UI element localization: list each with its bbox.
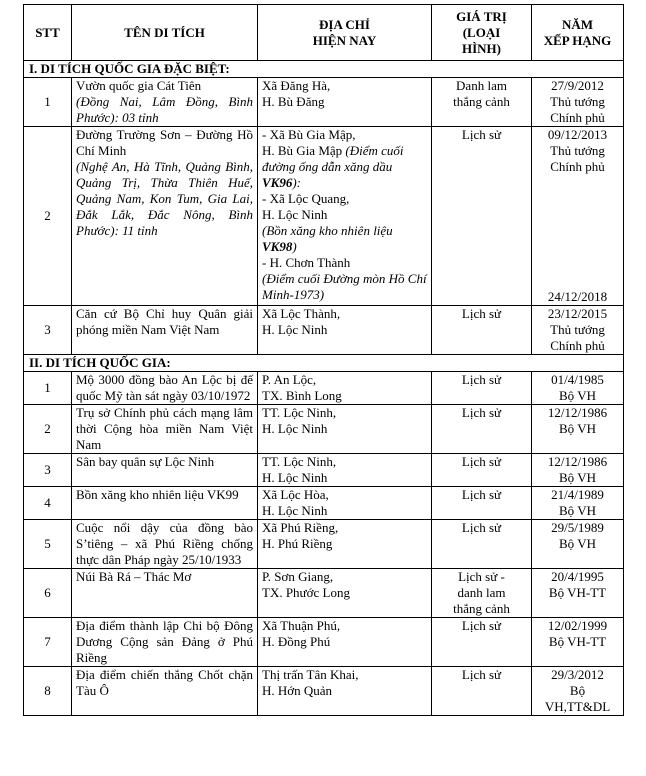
row-address: Xã Đăng Hà, H. Bù Đăng <box>258 78 432 127</box>
table-header-row <box>24 5 624 61</box>
row-year: 20/4/1995 Bộ VH-TT <box>532 569 624 618</box>
table-row <box>24 306 624 355</box>
row-stt: 2 <box>24 127 72 306</box>
row-address: TT. Lộc Ninh, H. Lộc Ninh <box>258 405 432 454</box>
row-year: 27/9/2012 Thủ tướng Chính phủ <box>532 78 624 127</box>
table-row <box>24 520 624 569</box>
row-address: Xã Thuận Phú, H. Đồng Phú <box>258 618 432 667</box>
row-name: Trụ sở Chính phủ cách mạng lâm thời Cộng hòa miền Nam Việt Nam <box>72 405 258 454</box>
row-stt: 1 <box>24 372 72 405</box>
table-row <box>24 569 624 618</box>
table-row <box>24 667 624 716</box>
row-name: Đường Trường Sơn – Đường Hồ Chí Minh (Nghệ An, Hà Tĩnh, Quảng Bình, Quảng Trị, Thừa Thiên Huế, Quảng Nam, Kon Tum, Gia Lai, Đắk Lắk, Đắc Nông, Bình Phước): 11 tỉnh <box>72 127 258 306</box>
row-stt: 3 <box>24 454 72 487</box>
table-row <box>24 372 624 405</box>
row-year: 21/4/1989 Bộ VH <box>532 487 624 520</box>
row-stt: 3 <box>24 306 72 355</box>
table-row <box>24 127 624 306</box>
row-year: 29/3/2012 Bộ VH,TT&DL <box>532 667 624 716</box>
row-value: Lịch sử <box>432 405 532 454</box>
section-title: II. DI TÍCH QUỐC GIA: <box>24 355 624 372</box>
row-address: Xã Phú Riềng, H. Phú Riềng <box>258 520 432 569</box>
section-row <box>24 355 624 372</box>
row-name: Địa điểm chiến thắng Chốt chặn Tàu Ô <box>72 667 258 716</box>
row-address: Xã Lộc Hòa, H. Lộc Ninh <box>258 487 432 520</box>
row-value: Lịch sử <box>432 618 532 667</box>
row-address: - Xã Bù Gia Mập, H. Bù Gia Mập (Điểm cuối đường ống dẫn xăng dầu VK96): - Xã Lộc Quang, H. Lộc Ninh (Bồn xăng kho nhiên liệu VK98) - H. Chơn Thành (Điểm cuối Đường mòn Hồ Chí Minh-1973) <box>258 127 432 306</box>
table-row <box>24 405 624 454</box>
row-stt: 2 <box>24 405 72 454</box>
row-year: 12/12/1986 Bộ VH <box>532 405 624 454</box>
row-name: Vườn quốc gia Cát Tiên (Đồng Nai, Lâm Đồng, Bình Phước): 03 tỉnh <box>72 78 258 127</box>
row-address: Xã Lộc Thành, H. Lộc Ninh <box>258 306 432 355</box>
row-name: Mộ 3000 đồng bào An Lộc bị đế quốc Mỹ tàn sát ngày 03/10/1972 <box>72 372 258 405</box>
row-stt: 5 <box>24 520 72 569</box>
row-address: P. An Lộc, TX. Bình Long <box>258 372 432 405</box>
header-name: TÊN DI TÍCH <box>72 5 258 61</box>
row-year: 12/02/1999 Bộ VH-TT <box>532 618 624 667</box>
table-row <box>24 78 624 127</box>
row-value: Lịch sử <box>432 667 532 716</box>
row-value: Lịch sử <box>432 520 532 569</box>
section-title: I. DI TÍCH QUỐC GIA ĐẶC BIỆT: <box>24 61 624 78</box>
header-address: ĐỊA CHỈ HIỆN NAY <box>258 5 432 61</box>
row-value: Danh lam thắng cảnh <box>432 78 532 127</box>
row-name: Địa điểm thành lập Chi bộ Đông Dương Cộng sản Đảng ở Phú Riềng <box>72 618 258 667</box>
row-address: Thị trấn Tân Khai, H. Hớn Quản <box>258 667 432 716</box>
header-year: NĂM XẾP HẠNG <box>532 5 624 61</box>
row-year: 09/12/2013 Thủ tướng Chính phủ 24/12/2018 <box>532 127 624 306</box>
row-year: 01/4/1985 Bộ VH <box>532 372 624 405</box>
document-page <box>23 4 623 716</box>
row-year: 23/12/2015 Thủ tướng Chính phủ <box>532 306 624 355</box>
row-name: Cuộc nổi dậy của đồng bào S’tiêng – xã Phú Riềng chống thực dân Pháp ngày 25/10/1933 <box>72 520 258 569</box>
table-row <box>24 454 624 487</box>
row-stt: 7 <box>24 618 72 667</box>
row-value: Lịch sử <box>432 454 532 487</box>
header-value: GIÁ TRỊ (LOẠI HÌNH) <box>432 5 532 61</box>
row-value: Lịch sử <box>432 127 532 306</box>
row-value: Lịch sử <box>432 487 532 520</box>
row-value: Lịch sử <box>432 372 532 405</box>
row-name: Căn cứ Bộ Chỉ huy Quân giải phóng miền Nam Việt Nam <box>72 306 258 355</box>
row-value: Lịch sử <box>432 306 532 355</box>
section-row <box>24 61 624 78</box>
row-stt: 8 <box>24 667 72 716</box>
row-name: Sân bay quân sự Lộc Ninh <box>72 454 258 487</box>
row-stt: 4 <box>24 487 72 520</box>
row-year: 29/5/1989 Bộ VH <box>532 520 624 569</box>
row-name: Bồn xăng kho nhiên liệu VK99 <box>72 487 258 520</box>
table-row <box>24 487 624 520</box>
header-stt: STT <box>24 5 72 61</box>
row-stt: 6 <box>24 569 72 618</box>
row-address: TT. Lộc Ninh, H. Lộc Ninh <box>258 454 432 487</box>
row-address: P. Sơn Giang, TX. Phước Long <box>258 569 432 618</box>
row-stt: 1 <box>24 78 72 127</box>
row-name: Núi Bà Rá – Thác Mơ <box>72 569 258 618</box>
heritage-table <box>23 4 624 716</box>
table-row <box>24 618 624 667</box>
row-year: 12/12/1986 Bộ VH <box>532 454 624 487</box>
row-value: Lịch sử - danh lam thắng cảnh <box>432 569 532 618</box>
